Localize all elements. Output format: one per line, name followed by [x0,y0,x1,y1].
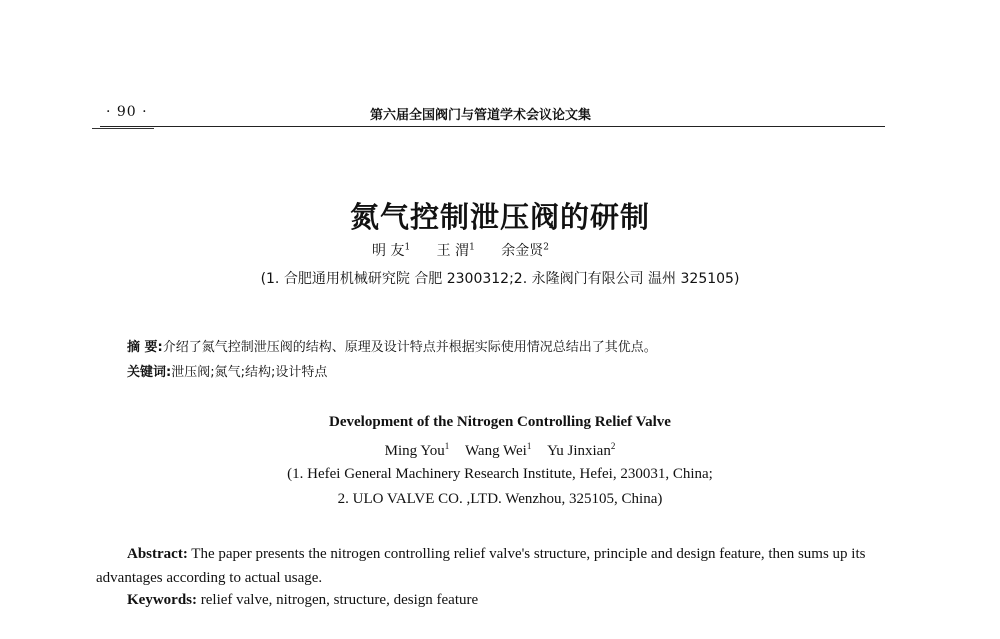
english-affiliation-line-2: 2. ULO VALVE CO. ,LTD. Wenzhou, 325105, China) [337,491,663,507]
english-authors [0,441,1000,460]
chinese-authors [372,240,571,260]
english-abstract-text: The paper presents the nitrogen controlling relief valve's structure, principle and design feature, then sums up its advantages according to actual usage. [96,546,866,586]
chinese-keywords-label: 关键词: [127,365,172,380]
author-affiliation-marker: 2 [543,242,550,253]
chinese-title: 氮气控制泄压阀的研制 [349,200,650,234]
english-title: Development of the Nitrogen Controlling Relief Valve [329,414,671,430]
english-author [465,443,531,459]
page-number: · 90 · [106,104,148,120]
chinese-keywords-text: 泄压阀;氮气;结构;设计特点 [171,365,328,380]
chinese-keywords [127,361,327,380]
header-rule [100,126,885,127]
english-author-name: Ming You [384,443,445,459]
english-author [385,443,450,459]
chinese-abstract-text: 介绍了氮气控制泄压阀的结构、原理及设计特点并根据实际使用情况总结出了其优点。 [162,340,657,355]
english-author-name: Yu Jinxian [547,443,611,459]
running-header [100,102,885,128]
english-abstract-label: Abstract: [127,546,188,562]
author-affiliation-marker: 1 [469,242,475,253]
chinese-author-name: 明 友 [372,243,405,259]
author-affiliation-marker: 1 [526,441,532,451]
chinese-abstract-label: 摘 要: [127,340,163,355]
english-author [547,443,615,459]
chinese-author [501,243,549,259]
author-affiliation-marker: 1 [444,441,450,451]
chinese-affiliation: (1. 合肥通用机械研究院 合肥 2300312;2. 永隆阀门有限公司 温州 325105) [260,271,740,287]
chinese-author [372,243,410,259]
header-rule-left [92,128,154,129]
chinese-author-name: 王 渭 [436,243,470,259]
author-affiliation-marker: 1 [404,242,411,253]
chinese-abstract [127,336,657,355]
english-author-name: Wang Wei [464,443,527,459]
english-abstract [96,542,896,590]
chinese-author-name: 余金贤 [501,243,544,259]
chinese-author [437,243,475,259]
english-keywords [127,592,478,609]
journal-title: 第六届全国阀门与管道学术会议论文集 [370,108,592,123]
english-keywords-text: relief valve, nitrogen, structure, design feature [197,592,479,608]
author-affiliation-marker: 2 [610,441,616,451]
english-affiliation-line-1: (1. Hefei General Machinery Research Institute, Hefei, 230031, China; [287,466,713,482]
english-keywords-label: Keywords: [127,592,197,608]
